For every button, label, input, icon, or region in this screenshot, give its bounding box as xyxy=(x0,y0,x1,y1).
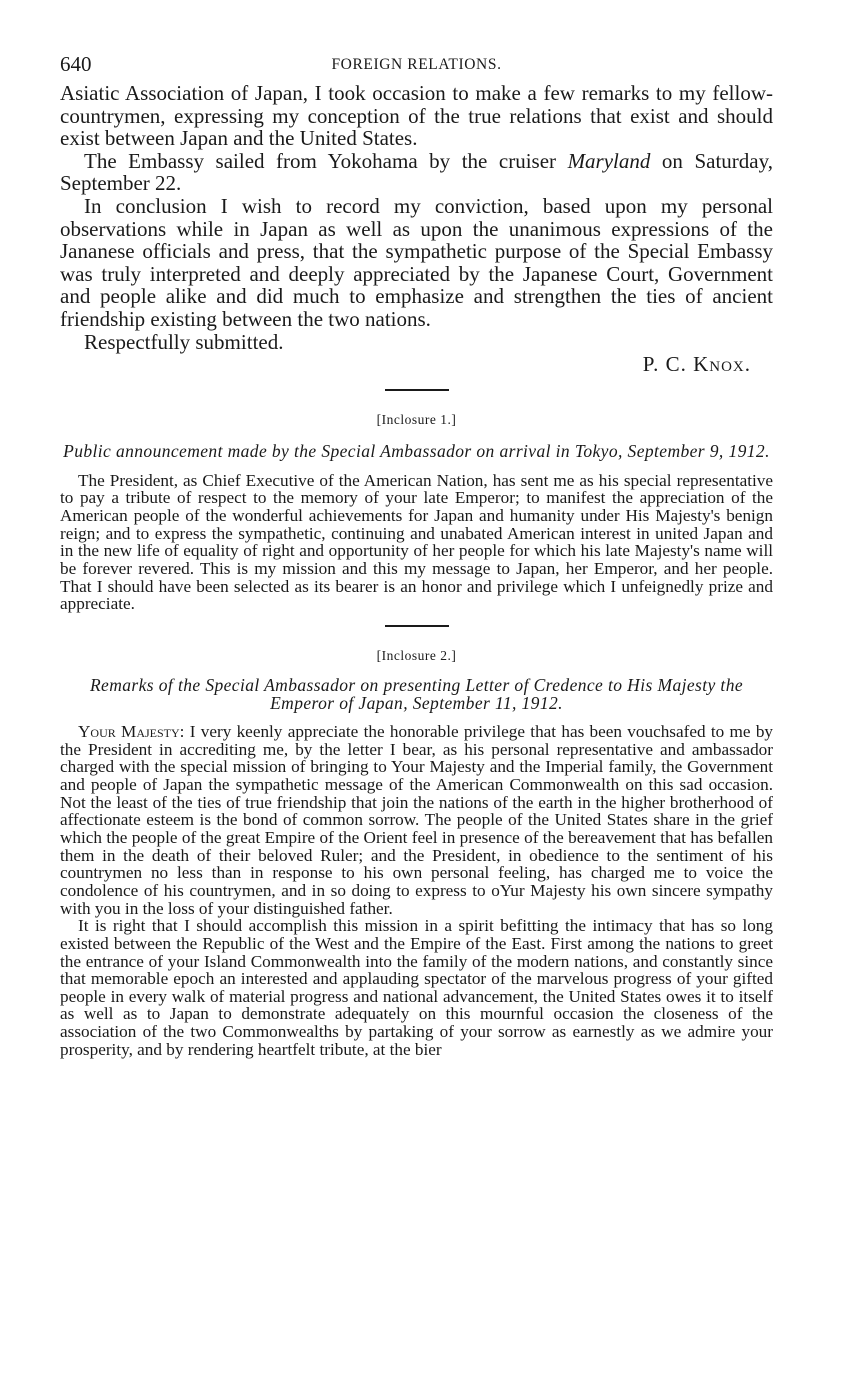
inclosure-1-body xyxy=(60,472,773,613)
section-divider xyxy=(385,389,449,391)
letter-paragraph-3: In conclusion I wish to record my conviction, based upon my personal observations while in Japan as well as upon the unanimous expressions of the Jananese officials and press, that the sympathetic purpose of the Special Embassy was truly interpreted and deeply appreciated by the Japanese Court, Government and people alike and did much to emphasize and strengthen the ties of ancient friendship existing between the two nations. xyxy=(60,193,773,331)
inclosure-2-paragraph-1 xyxy=(60,723,773,917)
signature-initials: P. C. xyxy=(642,352,694,377)
letter-closing: Respectfully submitted. xyxy=(84,329,284,354)
paragraph-text: on Saturday, September 22. xyxy=(60,148,773,196)
paragraph-text: The Embassy sailed from Yokohama by the cruiser xyxy=(84,148,568,173)
inclosure-2-label: [Inclosure 2.] xyxy=(376,647,457,663)
page-number: 640 xyxy=(60,52,92,76)
letter-body xyxy=(60,82,773,376)
signature xyxy=(60,353,751,376)
page-header xyxy=(60,52,773,82)
salutation: Your Majesty xyxy=(78,721,180,741)
paragraph-text: : I very keenly appreciate the honorable privilege that has been vouchsafed to me by the President in accrediting me, by the letter I bear, as his personal representative and ambassador charged with the special mission of bringing to Your Majesty and the Imperial family, the Government and people of Japan the sympathetic message of the American Commonwealth on this sad occasion. Not the least of the ties of true friendship that join the nations of the earth in the higher brotherhood of affectionate esteem is the bond of common sorrow. The people of the United States share in the grief which the people of the great Empire of the Orient feel in presence of the bereavement that has befallen them in the death of their beloved Ruler; and the President, in obedience to the sentiment of his countrymen no less than in response to his own personal feeling, has charged me to voice the condolence of his countrymen, and in so doing to express to oYur Majesty his own sincere sympathy with you in the loss of your distinguished father. xyxy=(60,721,774,918)
letter-paragraph-2 xyxy=(60,150,773,195)
inclosure-2-body xyxy=(60,723,773,1058)
section-divider xyxy=(385,625,449,627)
letter-paragraph-1: Asiatic Association of Japan, I took occasion to make a few remarks to my fellow-countrymen, expressing my conception of the true relations that exist and should exist between Japan and the United States. xyxy=(60,81,773,151)
ship-name: Maryland xyxy=(567,148,651,173)
signature-surname: Knox. xyxy=(693,352,751,377)
document-page xyxy=(60,52,773,1058)
inclosure-1-paragraph: The President, as Chief Executive of the American Nation, has sent me as his special representative to pay a tribute of respect to the memory of your late Emperor; to manifest the appreciation of the American people of the wonderful achievements for Japan and humanity under His Majesty's benign reign; and to express the sympathetic, continuing and unabated American interest in united Japan and in the new life of equality of right and opportunity of her people for which his late Majesty's name will be forever revered. This is my mission and this my message to Japan, her Emperor, and her people. That I should have been selected as its bearer is an honor and privilege which I unfeignedly prize and appreciate. xyxy=(60,470,773,614)
running-title: FOREIGN RELATIONS. xyxy=(331,56,502,73)
inclosure-2-title: Remarks of the Special Ambassador on presenting Letter of Credence to His Majesty the Emperor of Japan, September 11, 1912. xyxy=(89,674,744,713)
inclosure-2-paragraph-2: It is right that I should accomplish this mission in a spirit befitting the intimacy that has so long existed between the Republic of the West and the Empire of the East. First among the nations to greet the entrance of your Island Commonwealth into the family of the modern nations, and constantly since that memorable epoch an interested and applauding spectator of the marvelous progress of your gifted people in every walk of material progress and national advancement, the United States owes it to itself as well as to Japan to demonstrate adequately on this mournful occasion the closeness of the association of the two Commonwealths by partaking of your sorrow as earnestly as we admire your prosperity, and by rendering heartfelt tribute, at the bier xyxy=(60,916,773,1059)
inclosure-1-label: [Inclosure 1.] xyxy=(376,411,457,427)
inclosure-1-title: Public announcement made by the Special Ambassador on arrival in Tokyo, September 9, 1912. xyxy=(63,440,770,461)
